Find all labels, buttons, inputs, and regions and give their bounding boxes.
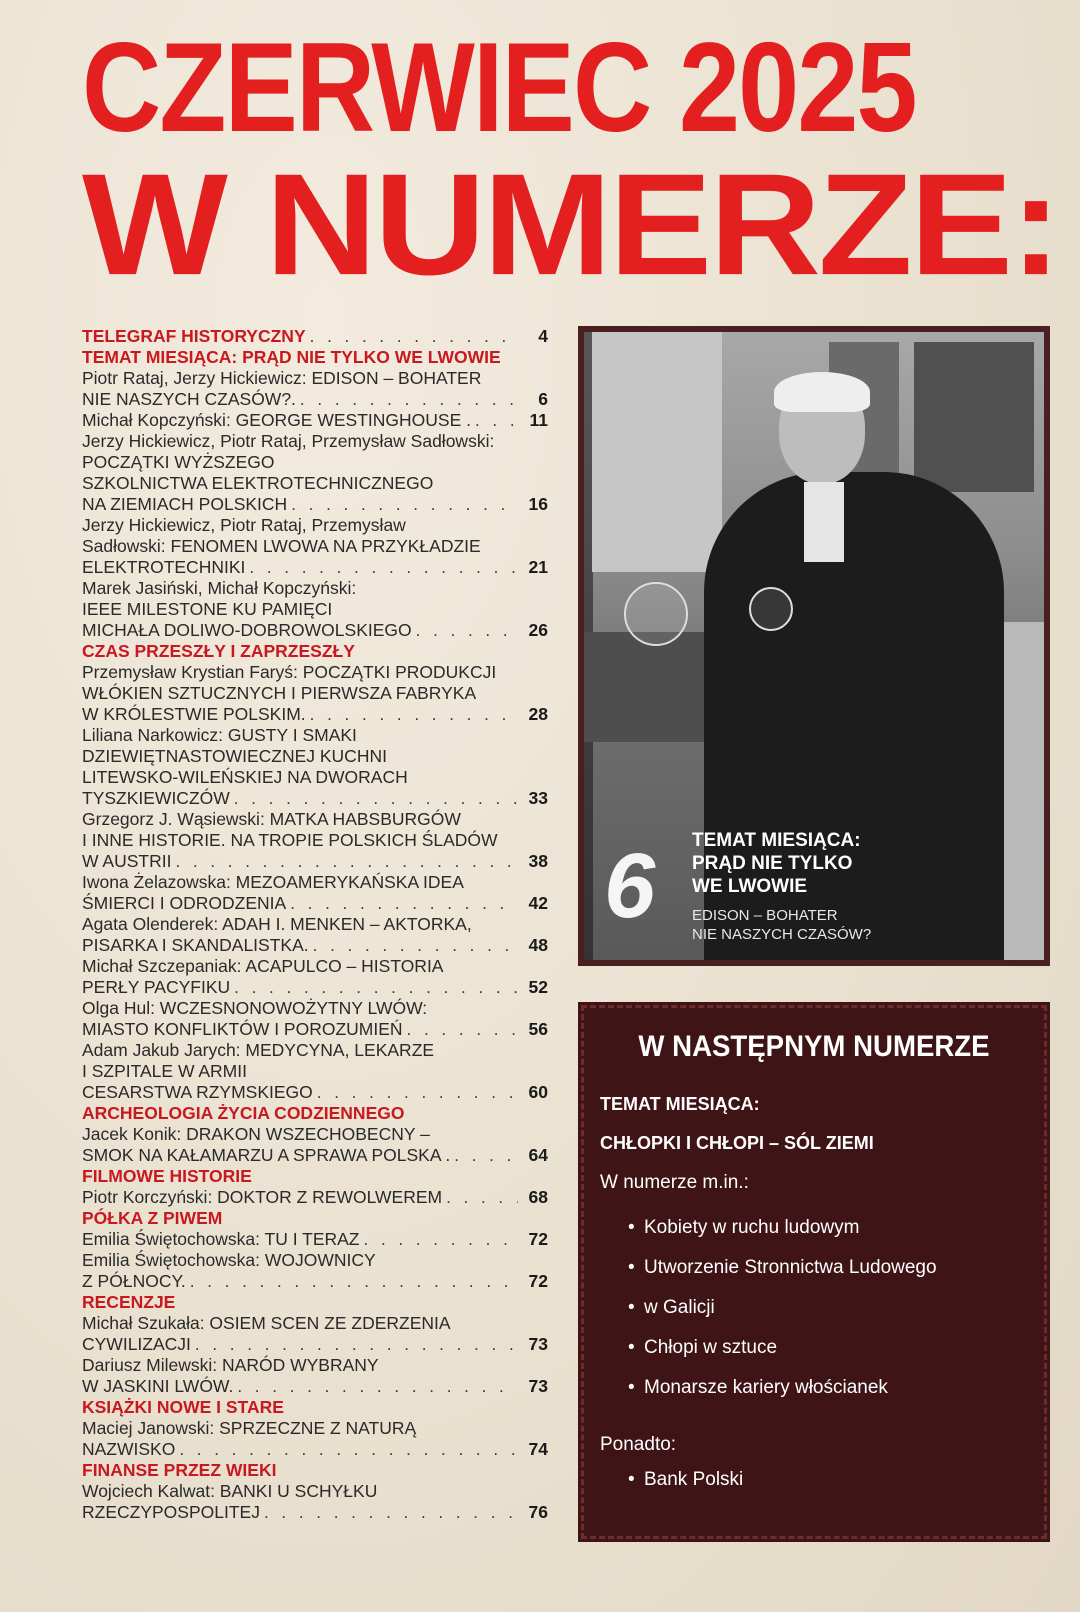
list-item: • Bank Polski bbox=[628, 1460, 1028, 1500]
next-issue-topic: CHŁOPKI I CHŁOPI – SÓL ZIEMI bbox=[600, 1133, 874, 1153]
list-item: • Kobiety w ruchu ludowym bbox=[628, 1208, 1028, 1248]
toc-entry: Iwona Żelazowska: MEZOAMERYKAŃSKA IDEA ŚMIERCI I ODRODZENIA . . . 42 bbox=[82, 872, 548, 914]
page-number: 11 bbox=[529, 410, 548, 430]
page-number: 21 bbox=[528, 557, 548, 577]
next-issue-also-label: Ponadto: bbox=[600, 1434, 677, 1455]
feature-subtitle: EDISON – BOHATER NIE NASZYCH CZASÓW? bbox=[692, 907, 872, 943]
feature-photo bbox=[584, 332, 1044, 960]
page-number: 16 bbox=[528, 494, 548, 514]
page-number: 72 bbox=[528, 1229, 548, 1249]
toc-section-heading: CZAS PRZESZŁY I ZAPRZESZŁY bbox=[82, 641, 355, 661]
page-number: 52 bbox=[528, 977, 548, 997]
page-number: 6 bbox=[538, 389, 548, 409]
toc-entry: Przemysław Krystian Faryś: POCZĄTKI PRODUKCJI WŁÓKIEN SZTUCZNYCH I PIERWSZA FABRYKA W KRÓLESTWIE POLSKIM. . . . 28 bbox=[82, 662, 548, 725]
next-issue-intro: W numerze m.in.: bbox=[600, 1172, 749, 1193]
page-number: 73 bbox=[528, 1376, 548, 1396]
next-issue-subtitle: TEMAT MIESIĄCA: bbox=[600, 1094, 760, 1114]
toc-entry: Piotr Rataj, Jerzy Hickiewicz: EDISON – BOHATER NIE NASZYCH CZASÓW?. . . . 6 bbox=[82, 368, 548, 410]
toc-section-heading: TEMAT MIESIĄCA: PRĄD NIE TYLKO WE LWOWIE bbox=[82, 347, 501, 367]
page-number: 56 bbox=[528, 1019, 548, 1039]
toc-entry: Michał Szczepaniak: ACAPULCO – HISTORIA PERŁY PACYFIKU . . . 52 bbox=[82, 956, 548, 998]
list-item: • Chłopi w sztuce bbox=[628, 1328, 1028, 1368]
toc-entry: Emilia Świętochowska: TU I TERAZ . . . 72 bbox=[82, 1229, 548, 1250]
list-item: • w Galicji bbox=[628, 1288, 1028, 1328]
toc-entry: Jerzy Hickiewicz, Piotr Rataj, Przemysław Sadłowski: FENOMEN LWOWA NA PRZYKŁADZIE ELEKTROTECHNIKI . . . 21 bbox=[82, 515, 548, 578]
page-number: 48 bbox=[528, 935, 548, 955]
list-item: • Monarsze kariery włościanek bbox=[628, 1368, 1028, 1408]
toc-section-heading: FILMOWE HISTORIE bbox=[82, 1166, 252, 1186]
page-number: 4 bbox=[538, 326, 548, 346]
toc-entry: Grzegorz J. Wąsiewski: MATKA HABSBURGÓW I INNE HISTORIE. NA TROPIE POLSKICH ŚLADÓW W AUSTRII . . . 38 bbox=[82, 809, 548, 872]
feature-page-number: 6 bbox=[604, 835, 656, 937]
toc-section-heading: KSIĄŻKI NOWE I STARE bbox=[82, 1397, 284, 1417]
page-number: 33 bbox=[528, 788, 548, 808]
toc-section-heading: TELEGRAF HISTORYCZNY . . . 4 bbox=[82, 326, 548, 347]
feature-photo-frame bbox=[578, 326, 1050, 966]
toc-section-heading: FINANSE PRZEZ WIEKI bbox=[82, 1460, 277, 1480]
page-number: 42 bbox=[528, 893, 548, 913]
next-issue-list bbox=[600, 1208, 1028, 1408]
page-number: 73 bbox=[528, 1334, 548, 1354]
next-issue-box bbox=[578, 1002, 1050, 1542]
page-number: 64 bbox=[528, 1145, 548, 1165]
table-of-contents bbox=[82, 326, 548, 1523]
headline-in-issue: W NUMERZE: bbox=[82, 143, 1059, 306]
page-number: 60 bbox=[528, 1082, 548, 1102]
toc-entry: Michał Kopczyński: GEORGE WESTINGHOUSE . . . . 11 bbox=[82, 410, 548, 431]
toc-entry: Liliana Narkowicz: GUSTY I SMAKI DZIEWIĘTNASTOWIECZNEJ KUCHNI LITEWSKO-WILEŃSKIEJ NA DWORACH TYSZKIEWICZÓW . . . 33 bbox=[82, 725, 548, 809]
toc-entry: Dariusz Milewski: NARÓD WYBRANY W JASKINI LWÓW. . . . 73 bbox=[82, 1355, 548, 1397]
page-number: 38 bbox=[528, 851, 548, 871]
toc-entry: Olga Hul: WCZESNONOWOŻYTNY LWÓW: MIASTO KONFLIKTÓW I POROZUMIEŃ . . . 56 bbox=[82, 998, 548, 1040]
page-number: 26 bbox=[528, 620, 548, 640]
toc-entry: Wojciech Kalwat: BANKI U SCHYŁKU RZECZYPOSPOLITEJ . . . 76 bbox=[82, 1481, 548, 1523]
toc-section-heading: ARCHEOLOGIA ŻYCIA CODZIENNEGO bbox=[82, 1103, 405, 1123]
toc-entry: Jacek Konik: DRAKON WSZECHOBECNY – SMOK NA KAŁAMARZU A SPRAWA POLSKA . . . . 64 bbox=[82, 1124, 548, 1166]
next-issue-also-list bbox=[600, 1460, 1028, 1500]
headline-month: CZERWIEC 2025 bbox=[82, 16, 916, 159]
toc-section-heading: RECENZJE bbox=[82, 1292, 176, 1312]
toc-entry: Marek Jasiński, Michał Kopczyński: IEEE MILESTONE KU PAMIĘCI MICHAŁA DOLIWO-DOBROWOLSKIEGO . . . 26 bbox=[82, 578, 548, 641]
page-number: 28 bbox=[528, 704, 548, 724]
toc-section-heading: PÓŁKA Z PIWEM bbox=[82, 1208, 223, 1228]
toc-entry: Emilia Świętochowska: WOJOWNICY Z PÓŁNOCY. . . . 72 bbox=[82, 1250, 548, 1292]
feature-title: TEMAT MIESIĄCA: PRĄD NIE TYLKO WE LWOWIE bbox=[692, 830, 861, 897]
toc-entry: Adam Jakub Jarych: MEDYCYNA, LEKARZE I SZPITALE W ARMII CESARSTWA RZYMSKIEGO . . . 60 bbox=[82, 1040, 548, 1103]
page-number: 76 bbox=[528, 1502, 548, 1522]
page-number: 72 bbox=[528, 1271, 548, 1291]
toc-entry: Michał Szukała: OSIEM SCEN ZE ZDERZENIA CYWILIZACJI . . . 73 bbox=[82, 1313, 548, 1355]
toc-entry: Piotr Korczyński: DOKTOR Z REWOLWEREM . . . 68 bbox=[82, 1187, 548, 1208]
toc-entry: Agata Olenderek: ADAH I. MENKEN – AKTORKA, PISARKA I SKANDALISTKA. . . . 48 bbox=[82, 914, 548, 956]
toc-entry: Maciej Janowski: SPRZECZNE Z NATURĄ NAZWISKO . . . 74 bbox=[82, 1418, 548, 1460]
page-number: 74 bbox=[528, 1439, 548, 1459]
next-issue-title: W NASTĘPNYM NUMERZE bbox=[638, 1030, 990, 1063]
list-item: • Utworzenie Stronnictwa Ludowego bbox=[628, 1248, 1028, 1288]
page-number: 68 bbox=[528, 1187, 548, 1207]
toc-entry: Jerzy Hickiewicz, Piotr Rataj, Przemysław Sadłowski: POCZĄTKI WYŻSZEGO SZKOLNICTWA ELEKTROTECHNICZNEGO NA ZIEMIACH POLSKICH . . . 16 bbox=[82, 431, 548, 515]
